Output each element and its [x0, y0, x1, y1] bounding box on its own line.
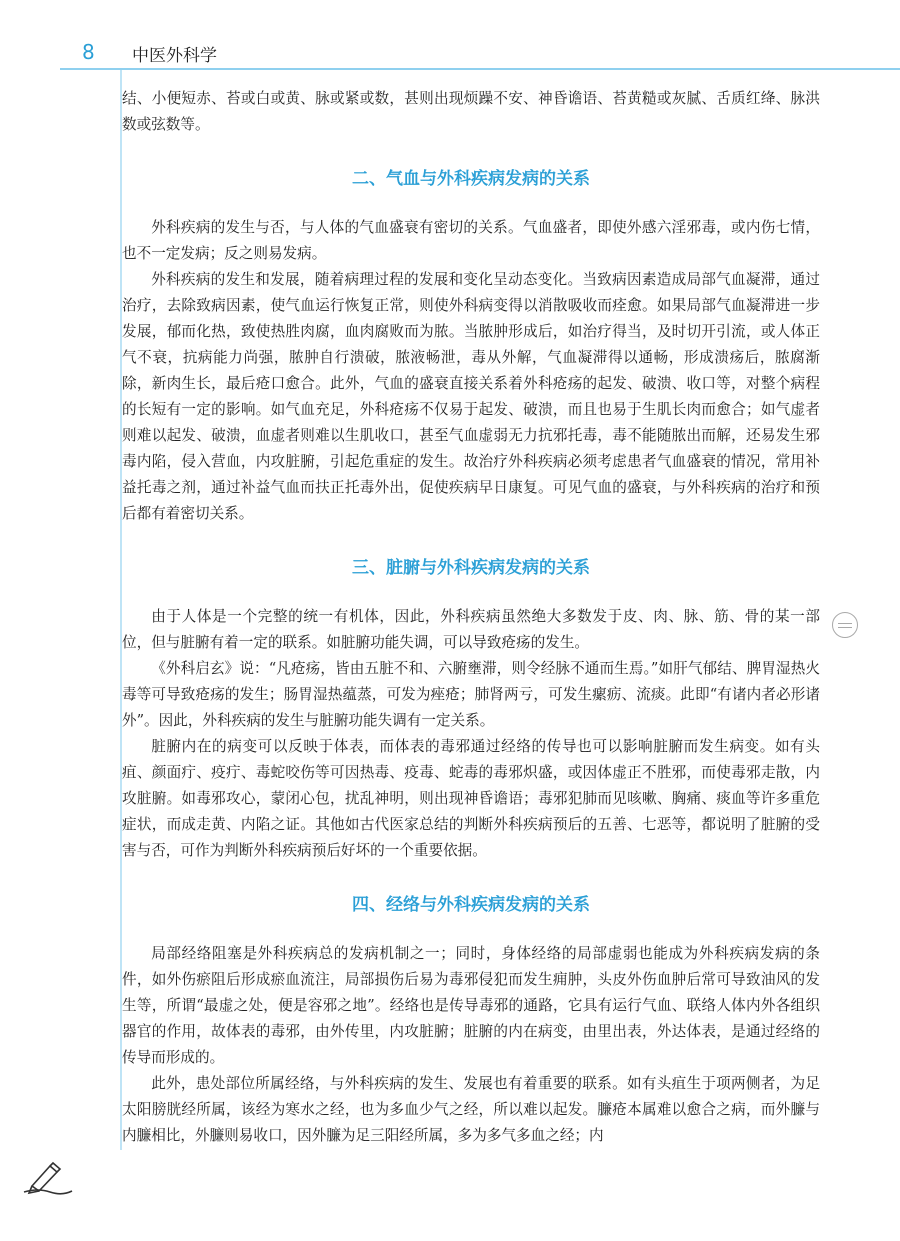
running-title: 中医外科学: [132, 46, 217, 66]
section-heading-wrap: [122, 138, 820, 215]
section-heading-wrap: [122, 527, 820, 604]
section-heading-wrap: [122, 864, 820, 941]
paragraph: 脏腑内在的病变可以反映于体表，而体表的毒邪通过经络的传导也可以影响脏腑而发生病变。如有头疽、颜面疔、疫疔、毒蛇咬伤等可因热毒、疫毒、蛇毒的毒邪炽盛，或因体虚正不胜邪，而使毒邪走散，内攻脏腑。如毒邪攻心，蒙闭心包，扰乱神明，则出现神昏谵语；毒邪犯肺而见咳嗽、胸痛、痰血等许多重危症状，而成走黄、内陷之证。其他如古代医家总结的判断外科疾病预后的五善、七恶等，都说明了脏腑的受害与否，可作为判断外科疾病预后好坏的一个重要依据。: [122, 738, 820, 859]
paragraph: 由于人体是一个完整的统一有机体，因此，外科疾病虽然绝大多数发于皮、肉、脉、筋、骨的某一部位，但与脏腑有着一定的联系。如脏腑功能失调，可以导致疮疡的发生。: [122, 608, 820, 651]
page-body: [122, 86, 820, 1149]
page-header: [0, 28, 900, 72]
page-number: 8: [82, 40, 95, 64]
paragraph: 此外，患处部位所属经络，与外科疾病的发生、发展也有着重要的联系。如有头疽生于项两侧者，为足太阳膀胱经所属，该经为寒水之经，也为多血少气之经，所以难以起发。臁疮本属难以愈合之病，而外臁与内臁相比，外臁则易收口，因外臁为足三阳经所属，多为多气多血之经；内: [122, 1075, 820, 1144]
section-heading-qixue: 二、气血与外科疾病发病的关系: [352, 169, 590, 189]
paragraph: 局部经络阻塞是外科疾病总的发病机制之一；同时，身体经络的局部虚弱也能成为外科疾病发病的条件，如外伤瘀阻后形成瘀血流注，局部损伤后易为毒邪侵犯而发生痈肿，头皮外伤血肿后常可导致油风的发生等，所谓“最虚之处，便是容邪之地”。经络也是传导毒邪的通路，它具有运行气血、联络人体内外各组织器官的作用，故体表的毒邪，由外传里，内攻脏腑；脏腑的内在病变，由里出表，外达体表，是通过经络的传导而形成的。: [122, 945, 820, 1066]
pen-writing-icon: [20, 1158, 76, 1198]
paragraph: 外科疾病的发生和发展，随着病理过程的发展和变化呈动态变化。当致病因素造成局部气血凝滞，通过治疗，去除致病因素，使气血运行恢复正常，则使外科病变得以消散吸收而痊愈。如果局部气血凝滞进一步发展，郁而化热，致使热胜肉腐，血肉腐败而为脓。当脓肿形成后，如治疗得当，及时切开引流，或人体正气不衰，抗病能力尚强，脓肿自行溃破，脓液畅泄，毒从外解，气血凝滞得以通畅，形成溃疡后，脓腐渐除，新肉生长，最后疮口愈合。此外，气血的盛衰直接关系着外科疮疡的起发、破溃、收口等，对整个病程的长短有一定的影响。如气血充足，外科疮疡不仅易于起发、破溃，而且也易于生肌长肉而愈合；如气虚者则难以起发、破溃，血虚者则难以生肌收口，甚至气血虚弱无力抗邪托毒，毒不能随脓出而解，还易发生邪毒内陷，侵入营血，内攻脏腑，引起危重症的发生。故治疗外科疾病必须考虑患者气血盛衰的情况，常用补益托毒之剂，通过补益气血而扶正托毒外出，促使疾病早日康复。可见气血的盛衰，与外科疾病的治疗和预后都有着密切关系。: [122, 271, 820, 522]
header-rule: [60, 68, 900, 70]
paragraph: 外科疾病的发生与否，与人体的气血盛衰有密切的关系。气血盛者，即使外感六淫邪毒，或内伤七情，也不一定发病；反之则易发病。: [122, 219, 820, 262]
paragraph: 《外科启玄》说：“凡疮疡，皆由五脏不和、六腑壅滞，则令经脉不通而生焉。”如肝气郁结、脾胃湿热火毒等可导致疮疡的发生；肠胃湿热蕴蒸，可发为痤疮；肺肾两亏，可发生瘰疬、流痰。此即“有诸内者必形诸外”。因此，外科疾病的发生与脏腑功能失调有一定关系。: [122, 660, 820, 729]
paragraph-continued: 结、小便短赤、苔或白或黄、脉或紧或数，甚则出现烦躁不安、神昏谵语、苔黄糙或灰腻、舌质红绛、脉洪数或弦数等。: [122, 90, 820, 133]
section-heading-zangfu: 三、脏腑与外科疾病发病的关系: [352, 558, 590, 578]
circle-mark-icon: [832, 612, 858, 638]
section-heading-jingluo: 四、经络与外科疾病发病的关系: [352, 895, 590, 915]
